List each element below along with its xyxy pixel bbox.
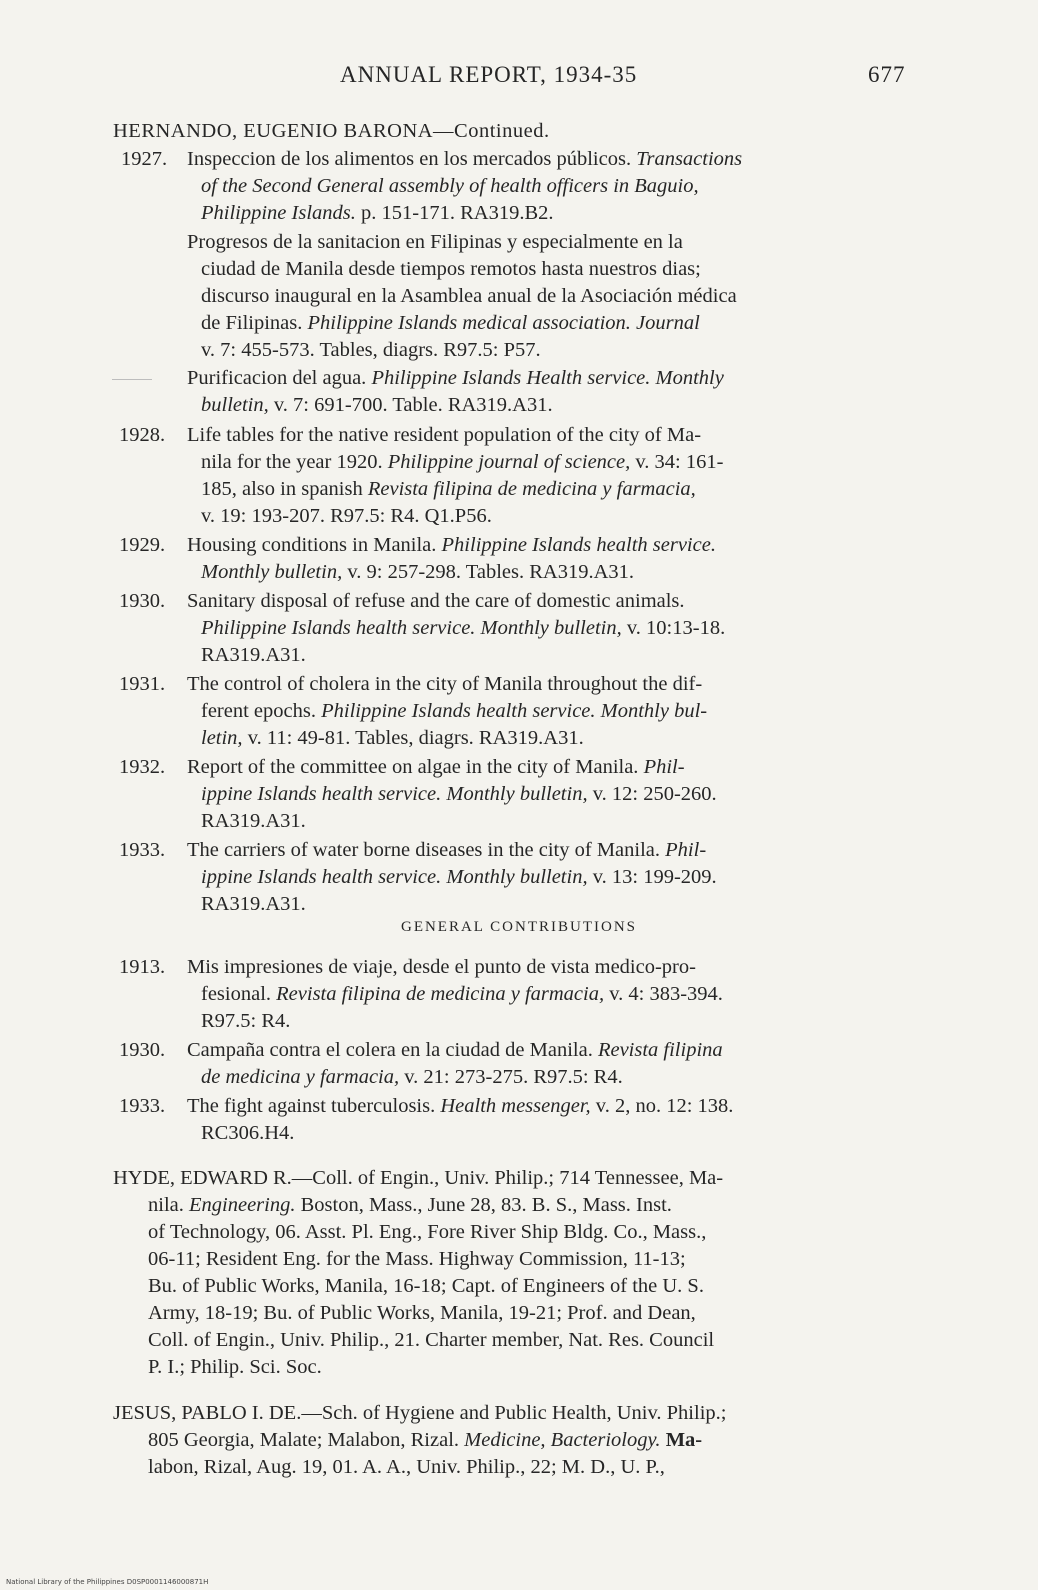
- entry-year: 1913.: [119, 956, 166, 978]
- running-header: ANNUAL REPORT, 1934-35: [340, 62, 638, 87]
- citation-line: nila for the year 1920. Philippine journal of science, v. 34: 161-: [201, 451, 724, 473]
- citation-line: The carriers of water borne diseases in the city of Manila. Phil-: [187, 839, 707, 861]
- citation-line: of the Second General assembly of health officers in Baguio,: [201, 175, 699, 197]
- entry-heading-hernando: HERNANDO, EUGENIO BARONA—Continued.: [113, 120, 550, 142]
- entry-year: 1931.: [119, 673, 166, 695]
- entry-heading-jesus: JESUS, PABLO I. DE.—Sch. of Hygiene and Public Health, Univ. Philip.;: [113, 1402, 727, 1424]
- citation-line: R97.5: R4.: [201, 1010, 291, 1032]
- biography-line: Bu. of Public Works, Manila, 16-18; Capt. of Engineers of the U. S.: [148, 1275, 704, 1297]
- citation-line: Campaña contra el colera en la ciudad de Manila. Revista filipina: [187, 1039, 723, 1061]
- entry-year: 1933.: [119, 839, 166, 861]
- biography-line: P. I.; Philip. Sci. Soc.: [148, 1356, 322, 1378]
- citation-line: letin, v. 11: 49-81. Tables, diagrs. RA319.A31.: [201, 727, 584, 749]
- biography-line: Coll. of Engin., Univ. Philip., 21. Charter member, Nat. Res. Council: [148, 1329, 715, 1351]
- citation-line: The fight against tuberculosis. Health messenger, v. 2, no. 12: 138.: [187, 1095, 734, 1117]
- citation-line: Inspeccion de los alimentos en los mercados públicos. Transactions: [187, 148, 743, 170]
- citation-line: The control of cholera in the city of Manila throughout the dif-: [187, 673, 703, 695]
- citation-line: Life tables for the native resident population of the city of Ma-: [187, 424, 702, 446]
- entry-year: 1932.: [119, 756, 166, 778]
- citation-line: ippine Islands health service. Monthly bulletin, v. 13: 199-209.: [201, 866, 717, 888]
- citation-line: de Filipinas. Philippine Islands medical association. Journal: [201, 312, 700, 334]
- page-number: 677: [868, 62, 906, 87]
- citation-line: Monthly bulletin, v. 9: 257-298. Tables. RA319.A31.: [201, 561, 635, 583]
- citation-line: ferent epochs. Philippine Islands health service. Monthly bul-: [201, 700, 708, 722]
- citation-line: fesional. Revista filipina de medicina y farmacia, v. 4: 383-394.: [201, 983, 723, 1005]
- citation-line: Philippine Islands. p. 151-171. RA319.B2.: [201, 202, 554, 224]
- scan-footer: National Library of the Philippines D0SP0001146000871H: [6, 1578, 209, 1586]
- entry-year: 1930.: [119, 1039, 166, 1061]
- entry-year: 1929.: [119, 534, 166, 556]
- citation-line: Sanitary disposal of refuse and the care of domestic animals.: [187, 590, 685, 612]
- citation-line: Progresos de la sanitacion en Filipinas y especialmente en la: [187, 231, 683, 253]
- citation-line: Purificacion del agua. Philippine Islands Health service. Monthly: [187, 367, 724, 389]
- section-heading: GENERAL CONTRIBUTIONS: [400, 919, 638, 935]
- entry-year: 1928.: [119, 424, 166, 446]
- citation-line: RA319.A31.: [201, 893, 306, 915]
- biography-line: nila. Engineering. Boston, Mass., June 28, 83. B. S., Mass. Inst.: [148, 1194, 672, 1216]
- citation-line: Philippine Islands health service. Monthly bulletin, v. 10:13-18.: [201, 617, 726, 639]
- citation-line: ippine Islands health service. Monthly bulletin, v. 12: 250-260.: [201, 783, 717, 805]
- citation-line: RC306.H4.: [201, 1122, 295, 1144]
- citation-line: discurso inaugural en la Asamblea anual de la Asociación médica: [201, 285, 737, 307]
- biography-line: of Technology, 06. Asst. Pl. Eng., Fore River Ship Bldg. Co., Mass.,: [148, 1221, 707, 1243]
- citation-line: Mis impresiones de viaje, desde el punto de vista medico-pro-: [187, 956, 696, 978]
- entry-year: 1927.: [121, 148, 168, 170]
- entry-year: 1933.: [119, 1095, 166, 1117]
- biography-line: 06-11; Resident Eng. for the Mass. Highway Commission, 11-13;: [148, 1248, 686, 1270]
- citation-line: bulletin, v. 7: 691-700. Table. RA319.A31.: [201, 394, 553, 416]
- citation-line: Housing conditions in Manila. Philippine Islands health service.: [187, 534, 716, 556]
- biography-line: Army, 18-19; Bu. of Public Works, Manila, 19-21; Prof. and Dean,: [148, 1302, 696, 1324]
- biography-line: labon, Rizal, Aug. 19, 01. A. A., Univ. Philip., 22; M. D., U. P.,: [148, 1456, 665, 1478]
- citation-line: RA319.A31.: [201, 810, 306, 832]
- citation-line: v. 19: 193-207. R97.5: R4. Q1.P56.: [201, 505, 492, 527]
- entry-year: 1930.: [119, 590, 166, 612]
- citation-line: 185, also in spanish Revista filipina de medicina y farmacia,: [201, 478, 696, 500]
- citation-line: Report of the committee on algae in the city of Manila. Phil-: [187, 756, 685, 778]
- citation-line: v. 7: 455-573. Tables, diagrs. R97.5: P57.: [201, 339, 541, 361]
- citation-line: de medicina y farmacia, v. 21: 273-275. R97.5: R4.: [201, 1066, 623, 1088]
- ditto-dash: [112, 379, 152, 380]
- entry-heading-hyde: HYDE, EDWARD R.—Coll. of Engin., Univ. Philip.; 714 Tennessee, Ma-: [113, 1167, 724, 1189]
- citation-line: RA319.A31.: [201, 644, 306, 666]
- biography-line: 805 Georgia, Malate; Malabon, Rizal. Medicine, Bacteriology. Ma-: [148, 1429, 703, 1451]
- citation-line: ciudad de Manila desde tiempos remotos hasta nuestros dias;: [201, 258, 701, 280]
